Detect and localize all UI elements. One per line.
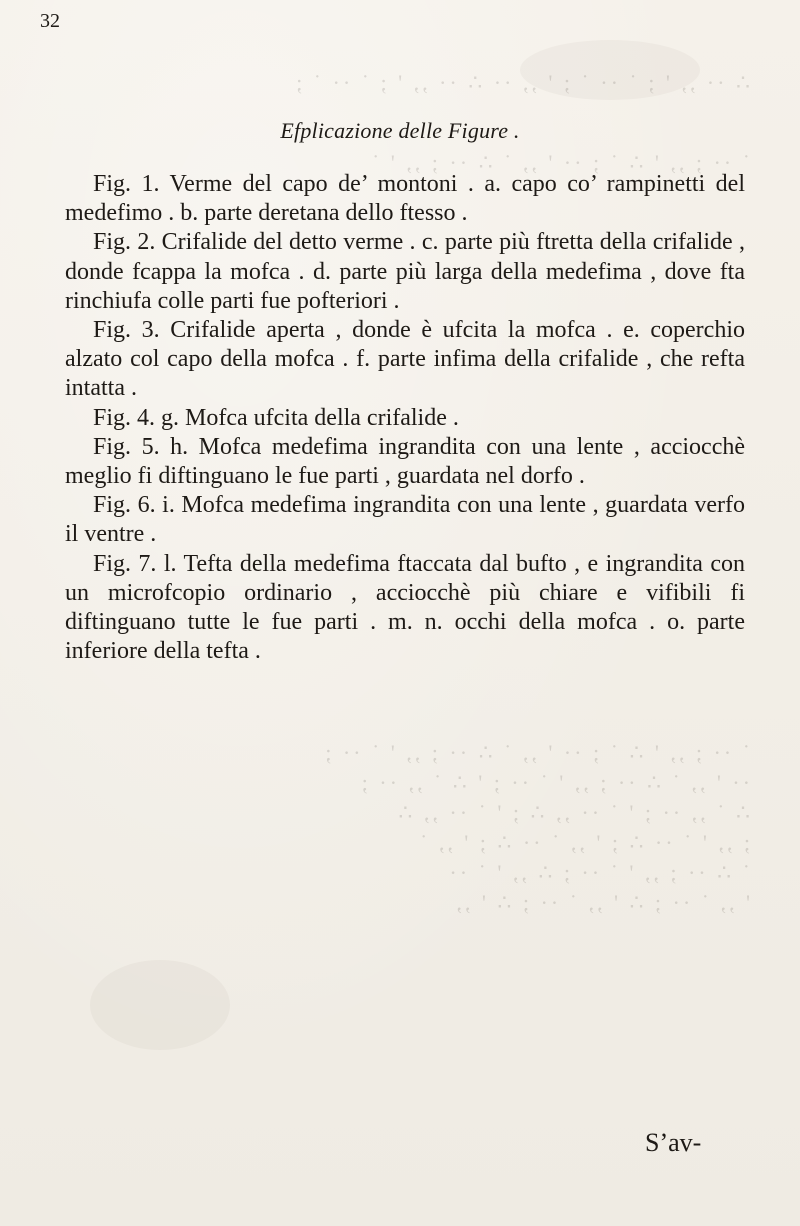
catchword: S’av- xyxy=(645,1128,702,1157)
show-through-line: ˙ ∴ ·· ; ,, ' ˙ ·· ; ∴ ,, ' ˙ ·· xyxy=(446,860,750,885)
show-through-line: ˙ ·· ; ,, ' ∴ ˙ ; ·· ' ,, ˙ ∴ ·· ; ,, ' ˙ xyxy=(369,150,750,175)
show-through-line: ˙ ·· ; ,, ' ∴ ˙ ; ·· ' ,, ˙ ∴ ·· ; ,, ' ˙ ·· ; xyxy=(322,740,750,765)
section-title: Efplicazione delle Figure . xyxy=(280,118,520,143)
figure-entry-5: Fig. 5. h. Mofca medefima ingrandita con una lente , acciocchè meglio fi diftinguano le fue parti , guardata nel dorfo . xyxy=(65,433,745,490)
paper-stain xyxy=(90,960,230,1050)
page-number: 32 xyxy=(40,10,60,32)
show-through-line: ∴ ˙ ,, ·· ; ' ˙ ·· ,, ∴ ; ' ˙ ·· ,, ∴ xyxy=(395,800,750,825)
show-through-line: ∴ ·· ,, ' ; ˙ ·· ˙ ; ' ,, ·· ∴ ·· ,, ' ; ˙ ·· ˙ ; xyxy=(293,70,750,95)
show-through-line: ·· ' ,, ˙ ∴ ·· ; ,, ' ˙ ·· ; ' ∴ ˙ ,, ·· ; xyxy=(358,770,750,795)
figure-entry-7: Fig. 7. l. Tefta della medefima ftaccata dal bufto , e ingrandita con un microfcopio ordinario , acciocchè più chiare e vifibili fi diftinguano tutte le fue parti . m. n. occhi della mofca . o. parte inferiore della tefta . xyxy=(65,550,745,665)
figure-entry-3: Fig. 3. Crifalide aperta , donde è ufcita la mofca . e. coperchio alzato col capo della mofca . f. parte infima della crifalide , che refta intatta . xyxy=(65,317,745,402)
figure-entry-1: Fig. 1. Verme del capo de’ montoni . a. capo co’ rampinetti del medefimo . b. parte deretana dello ftesso . xyxy=(65,171,745,227)
show-through-line: ' ,, ˙ ·· ; ∴ ' ,, ˙ ·· ; ∴ ' ,, xyxy=(453,890,750,915)
show-through-line: ; ,, ' ˙ ·· ∴ ; ' ,, ˙ ·· ∴ ; ' ,, ˙ xyxy=(416,830,750,855)
figure-entry-2: Fig. 2. Crifalide del detto verme . c. parte più ftretta della crifalide , donde fcappa la mofca . d. parte più larga della medefima , dove fta rinchiufa colle parti fue pofteriori . xyxy=(65,229,745,314)
figure-entry-6: Fig. 6. i. Mofca medefima ingrandita con una lente , guardata verfo il ventre . xyxy=(65,492,745,548)
figure-explanations xyxy=(65,170,745,666)
figure-entry-4: Fig. 4. g. Mofca ufcita della crifalide . xyxy=(93,404,459,431)
